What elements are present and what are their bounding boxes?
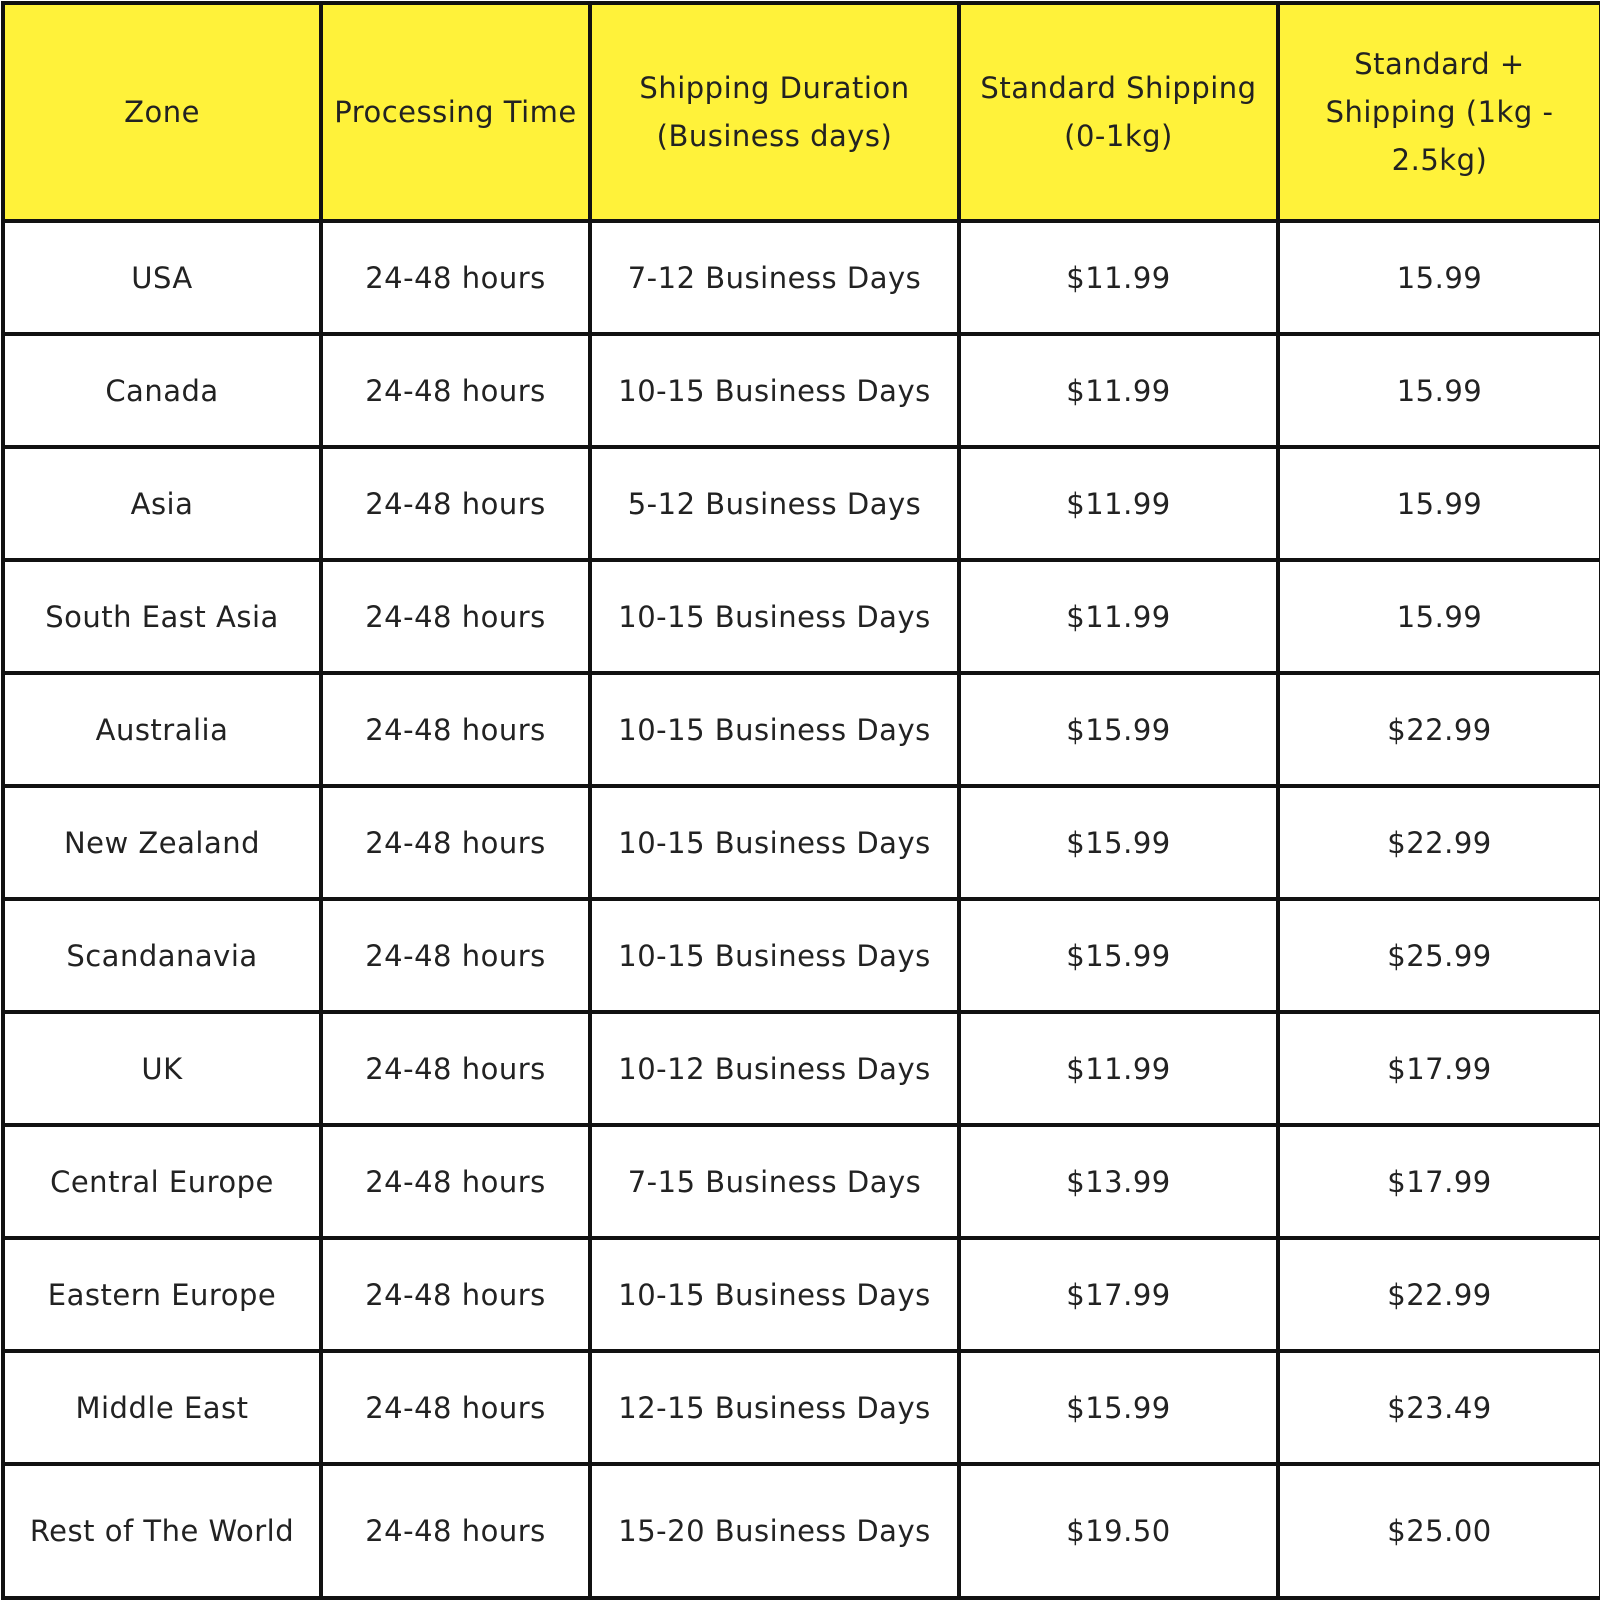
cell-standard-shipping: $19.50 bbox=[959, 1464, 1278, 1598]
cell-processing-time: 24-48 hours bbox=[321, 1012, 590, 1125]
cell-standard-plus-shipping: 15.99 bbox=[1278, 447, 1600, 560]
table-row bbox=[3, 1464, 1600, 1598]
table-header bbox=[3, 3, 1600, 221]
cell-zone: Middle East bbox=[3, 1351, 321, 1464]
table-row bbox=[3, 1125, 1600, 1238]
cell-processing-time: 24-48 hours bbox=[321, 1238, 590, 1351]
cell-shipping-duration: 10-15 Business Days bbox=[590, 673, 959, 786]
table-row bbox=[3, 447, 1600, 560]
header-shipping-duration: Shipping Duration (Business days) bbox=[590, 3, 959, 221]
table-row bbox=[3, 1238, 1600, 1351]
cell-standard-plus-shipping: $22.99 bbox=[1278, 1238, 1600, 1351]
cell-standard-shipping: $11.99 bbox=[959, 1012, 1278, 1125]
cell-standard-plus-shipping: $22.99 bbox=[1278, 786, 1600, 899]
cell-standard-shipping: $15.99 bbox=[959, 899, 1278, 1012]
cell-standard-shipping: $15.99 bbox=[959, 1351, 1278, 1464]
cell-shipping-duration: 7-15 Business Days bbox=[590, 1125, 959, 1238]
cell-shipping-duration: 10-12 Business Days bbox=[590, 1012, 959, 1125]
cell-shipping-duration: 10-15 Business Days bbox=[590, 1238, 959, 1351]
cell-processing-time: 24-48 hours bbox=[321, 334, 590, 447]
cell-processing-time: 24-48 hours bbox=[321, 673, 590, 786]
cell-processing-time: 24-48 hours bbox=[321, 560, 590, 673]
table-row bbox=[3, 560, 1600, 673]
cell-standard-shipping: $15.99 bbox=[959, 786, 1278, 899]
cell-zone: New Zealand bbox=[3, 786, 321, 899]
table-row bbox=[3, 334, 1600, 447]
header-standard-plus-shipping: Standard + Shipping (1kg - 2.5kg) bbox=[1278, 3, 1600, 221]
cell-standard-shipping: $15.99 bbox=[959, 673, 1278, 786]
header-standard-shipping: Standard Shipping (0-1kg) bbox=[959, 3, 1278, 221]
table-row bbox=[3, 899, 1600, 1012]
cell-zone: USA bbox=[3, 221, 321, 334]
table-row bbox=[3, 1012, 1600, 1125]
cell-standard-plus-shipping: 15.99 bbox=[1278, 560, 1600, 673]
cell-processing-time: 24-48 hours bbox=[321, 1464, 590, 1598]
cell-zone: Eastern Europe bbox=[3, 1238, 321, 1351]
table-row bbox=[3, 1351, 1600, 1464]
cell-standard-plus-shipping: 15.99 bbox=[1278, 334, 1600, 447]
cell-standard-shipping: $11.99 bbox=[959, 221, 1278, 334]
cell-processing-time: 24-48 hours bbox=[321, 447, 590, 560]
table-row bbox=[3, 673, 1600, 786]
header-zone: Zone bbox=[3, 3, 321, 221]
cell-zone: Asia bbox=[3, 447, 321, 560]
cell-standard-shipping: $11.99 bbox=[959, 334, 1278, 447]
cell-shipping-duration: 12-15 Business Days bbox=[590, 1351, 959, 1464]
cell-zone: Australia bbox=[3, 673, 321, 786]
cell-standard-plus-shipping: $22.99 bbox=[1278, 673, 1600, 786]
table-row bbox=[3, 221, 1600, 334]
header-processing-time: Processing Time bbox=[321, 3, 590, 221]
cell-shipping-duration: 10-15 Business Days bbox=[590, 899, 959, 1012]
cell-processing-time: 24-48 hours bbox=[321, 1125, 590, 1238]
header-row bbox=[3, 3, 1600, 221]
cell-standard-plus-shipping: $25.00 bbox=[1278, 1464, 1600, 1598]
cell-zone: Canada bbox=[3, 334, 321, 447]
cell-shipping-duration: 7-12 Business Days bbox=[590, 221, 959, 334]
cell-standard-plus-shipping: $25.99 bbox=[1278, 899, 1600, 1012]
cell-processing-time: 24-48 hours bbox=[321, 1351, 590, 1464]
cell-shipping-duration: 10-15 Business Days bbox=[590, 786, 959, 899]
cell-shipping-duration: 15-20 Business Days bbox=[590, 1464, 959, 1598]
shipping-rates-table bbox=[1, 1, 1600, 1600]
cell-standard-shipping: $17.99 bbox=[959, 1238, 1278, 1351]
table-row bbox=[3, 786, 1600, 899]
cell-standard-shipping: $11.99 bbox=[959, 560, 1278, 673]
cell-standard-plus-shipping: 15.99 bbox=[1278, 221, 1600, 334]
cell-shipping-duration: 5-12 Business Days bbox=[590, 447, 959, 560]
cell-standard-plus-shipping: $17.99 bbox=[1278, 1012, 1600, 1125]
cell-shipping-duration: 10-15 Business Days bbox=[590, 334, 959, 447]
cell-processing-time: 24-48 hours bbox=[321, 899, 590, 1012]
cell-zone: Rest of The World bbox=[3, 1464, 321, 1598]
cell-zone: Central Europe bbox=[3, 1125, 321, 1238]
cell-processing-time: 24-48 hours bbox=[321, 786, 590, 899]
table-body bbox=[3, 221, 1600, 1598]
cell-standard-plus-shipping: $23.49 bbox=[1278, 1351, 1600, 1464]
cell-standard-shipping: $13.99 bbox=[959, 1125, 1278, 1238]
cell-zone: Scandanavia bbox=[3, 899, 321, 1012]
cell-shipping-duration: 10-15 Business Days bbox=[590, 560, 959, 673]
cell-processing-time: 24-48 hours bbox=[321, 221, 590, 334]
cell-standard-plus-shipping: $17.99 bbox=[1278, 1125, 1600, 1238]
cell-zone: UK bbox=[3, 1012, 321, 1125]
cell-standard-shipping: $11.99 bbox=[959, 447, 1278, 560]
cell-zone: South East Asia bbox=[3, 560, 321, 673]
